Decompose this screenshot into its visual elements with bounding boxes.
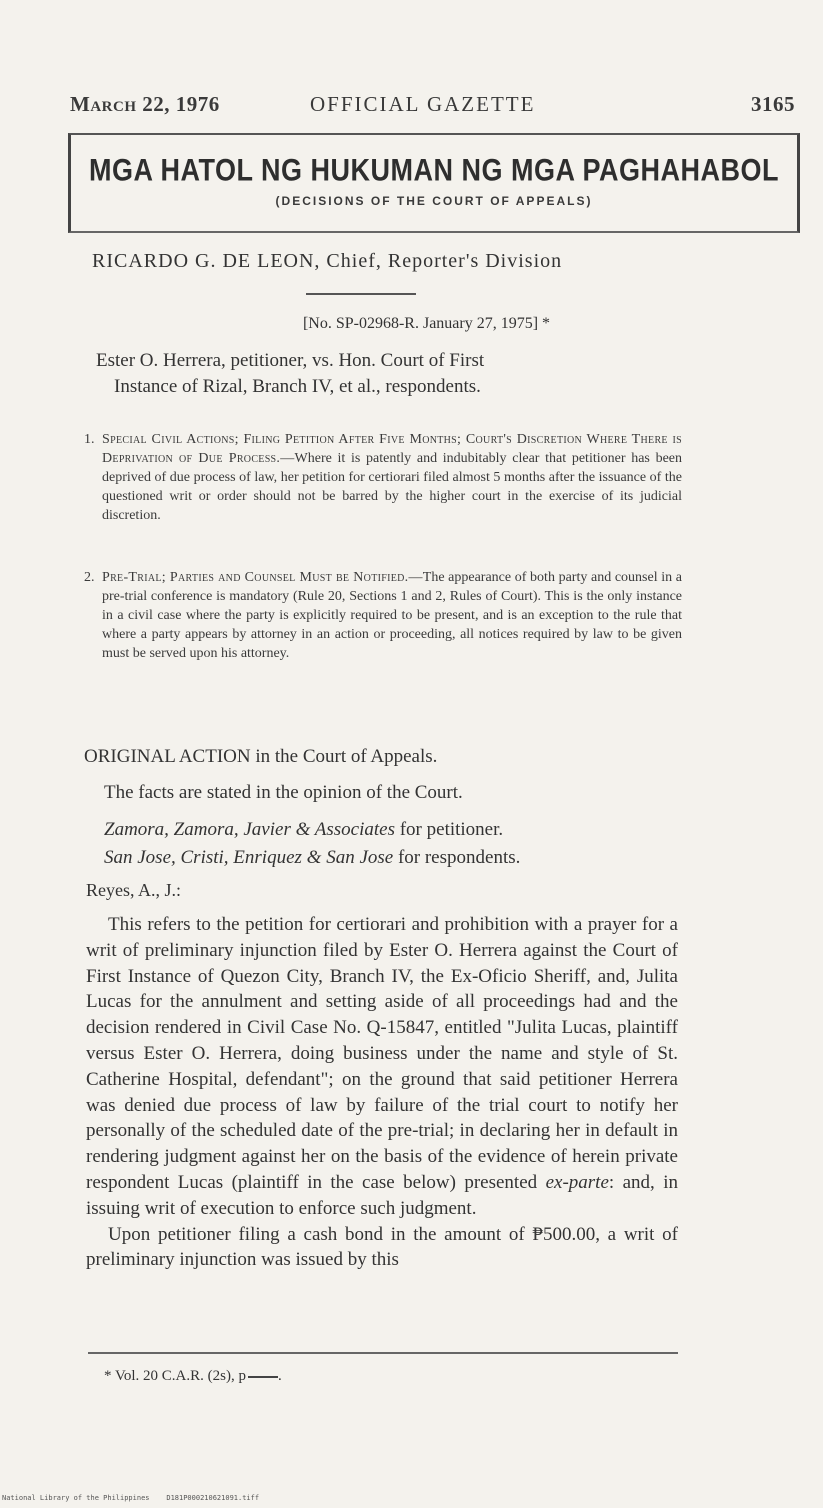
syllabus-text: The appearance of both party and counsel in a pre-trial conference is mandatory (Rule 20, Sections 1 and 2, Rules of Court). This is the only instance in a civil case where the party is explicitly required to be present, and is an exception to the rule that where a party appears by attorney in an action or proceeding, all notices required by law to be given must be served upon his attorney. [102,570,682,661]
header-page-number: 3165 [751,92,795,116]
case-parties [96,348,686,400]
opinion-paragraph [86,912,678,1222]
header-publication: OFFICIAL GAZETTE [310,92,536,116]
parties-line-1: Ester O. Herrera, petitioner, vs. Hon. Court of First [96,350,485,371]
scan-credit: National Library of the Philippines D181P000210621091.tiff [2,1494,260,1502]
section-subtitle: (DECISIONS OF THE COURT OF APPEALS) [275,194,593,208]
petitioner-suffix: for petitioner. [394,819,504,840]
ponente: Reyes, A., J.: [86,880,182,900]
section-title-box [68,133,800,233]
title-divider [306,293,416,295]
petitioner-counsel [104,816,520,844]
footnote-text: * Vol. 20 C.A.R. (2s), p [104,1368,246,1384]
case-number: [No. SP-02968-R. January 27, 1975] * [302,315,551,332]
respondent-firm: San Jose, Cristi, Enriquez & San Jose [104,847,394,868]
syllabus-number: 1. [84,432,95,447]
paragraph-text: This refers to the petition for certiorari and prohibition with a prayer for a writ of preliminary injunction filed by Ester O. Herrera against the Court of First Instance of Quezon City, Branch IV, the Ex-Oficio Sheriff, and, Julita Lucas for the annulment and setting aside of all proceedings had and the decision rendered in Civil Case No. Q-15847, entitled "Julita Lucas, plaintiff versus Ester O. Herrera, doing business under the name and style of St. Catherine Hospital, defendant"; on the ground that said petitioner Herrera was denied due process of law by failure of the trial court to notify her personally of the scheduled date of the pre-trial; in declaring her in default in rendering judgment against her on the basis of the evidence of herein private respondent Lucas (plaintiff in the case below) presented [86,914,678,1193]
paragraph-text: : and, in issuing writ of execution to enforce such judgment. [86,1171,678,1219]
syllabus-number: 2. [84,570,95,585]
respondent-suffix: for respondents. [393,847,521,868]
syllabus-heading: Pre-Trial; Parties and Counsel Must be Notified.— [102,570,423,585]
footnote: * Vol. 20 C.A.R. (2s), p . [104,1368,282,1384]
footnote-divider [88,1352,678,1354]
paragraph-italic: ex-parte [545,1171,609,1193]
parties-line-2: Instance of Rizal, Branch IV, et al., respondents. [114,376,481,397]
facts-line: The facts are stated in the opinion of the Court. [104,782,463,803]
section-title: MGA HATOL NG HUKUMAN NG MGA PAGHAHABOL [89,152,779,188]
opinion-body [86,912,678,1273]
reporter-chief-line: RICARDO G. DE LEON, Chief, Reporter's Division [92,250,563,272]
original-action-line: ORIGINAL ACTION in the Court of Appeals. [84,746,438,767]
running-header [70,92,795,122]
header-date: March 22, 1976 [70,92,220,116]
respondent-counsel [104,844,520,872]
petitioner-firm: Zamora, Zamora, Javier & Associates [104,819,395,840]
syllabus-text: Where it is patently and indubitably clear that petitioner has been deprived of due process of law, her petition for certiorari filed almost 5 months after the issuance of the questioned writ or order should not be barred by the higher court in the exercise of its judicial discretion. [102,451,682,523]
opinion-paragraph: Upon petitioner filing a cash bond in the amount of ₱500.00, a writ of preliminary injunction was issued by this [86,1223,678,1271]
syllabus-item [84,430,682,525]
syllabus-heading: Special Civil Actions; Filing Petition After Five Months; Court's Discretion Where There is Deprivation of Due Process.— [102,432,682,466]
syllabus-item [84,568,682,663]
counsel-block [104,816,520,872]
footnote-dash [248,1376,278,1378]
